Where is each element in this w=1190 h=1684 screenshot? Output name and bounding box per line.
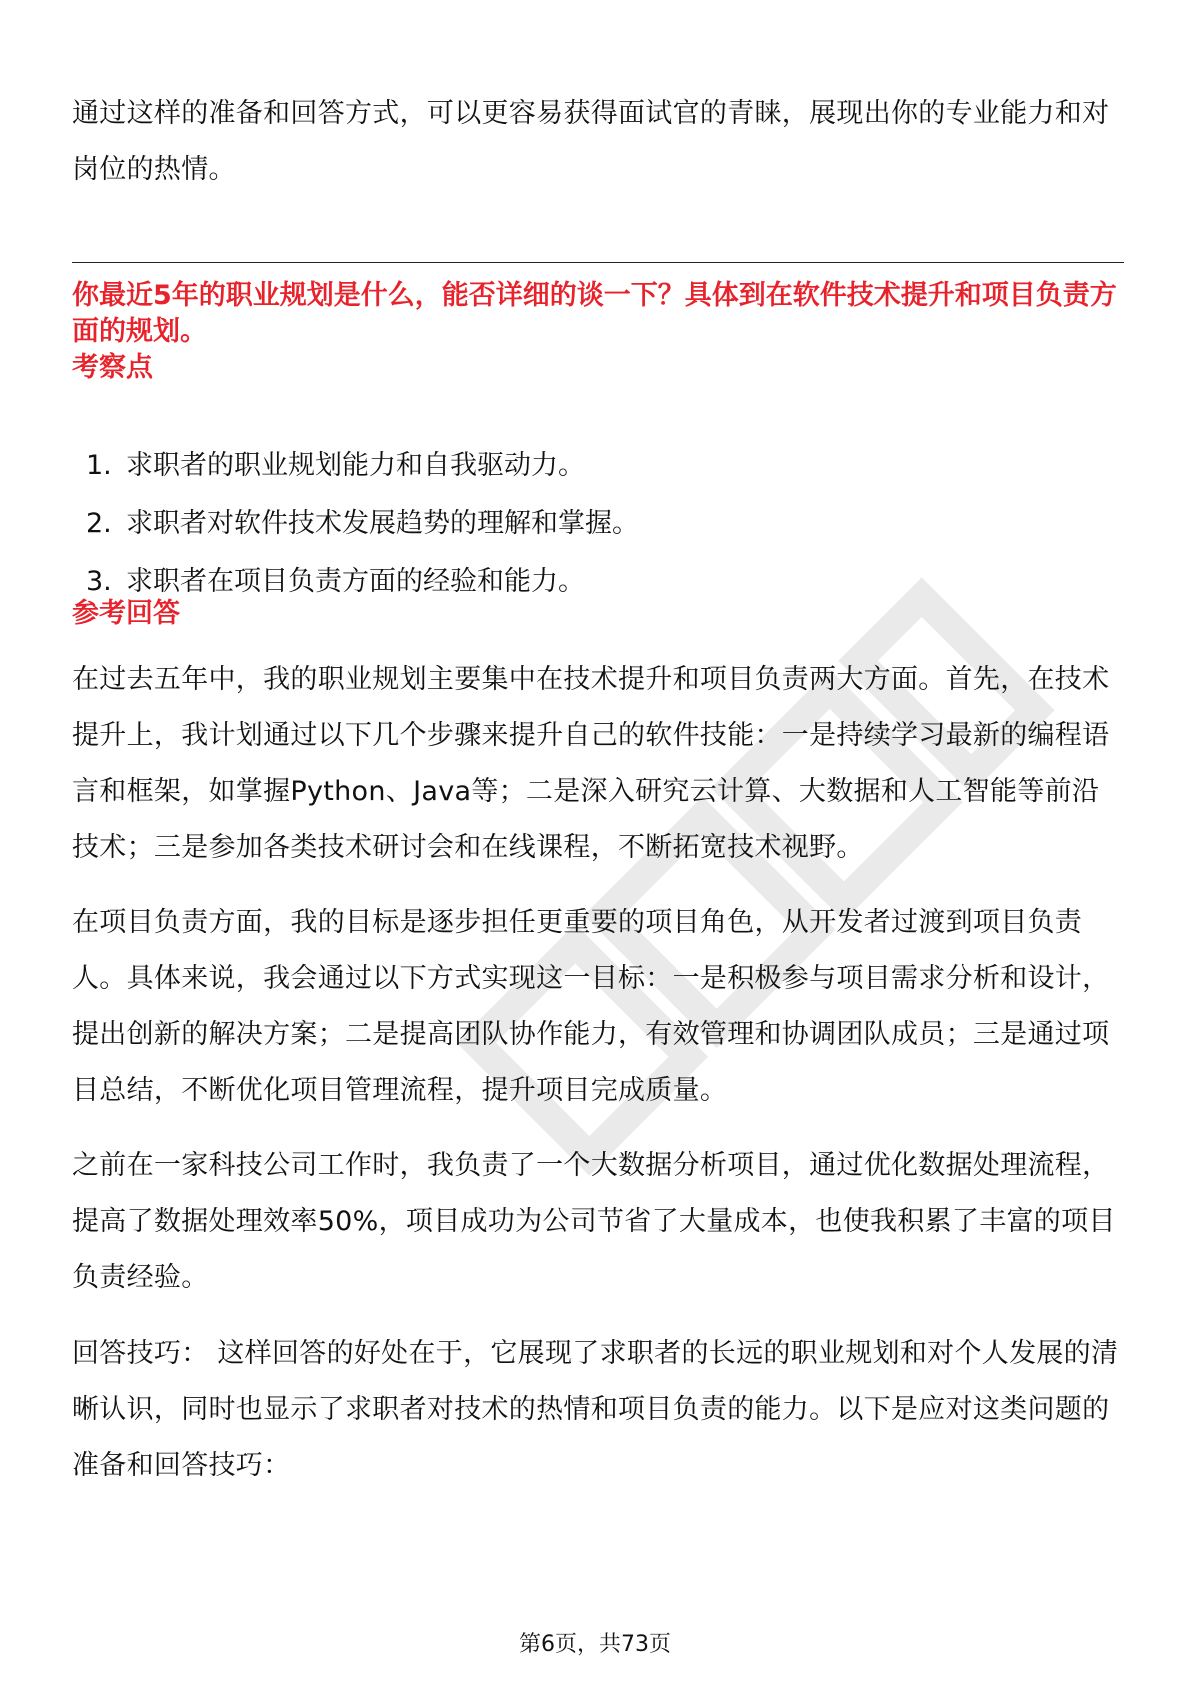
answer-heading: 参考回答 (72, 598, 180, 629)
question-title: 你最近5年的职业规划是什么，能否详细的谈一下？具体到在软件技术提升和项目负责方面的规划。 (72, 280, 1117, 347)
list-item-number: 1. (86, 450, 112, 481)
answer-paragraph: 在项目负责方面，我的目标是逐步担任更重要的项目角色，从开发者过渡到项目负责人。具体来说，我会通过以下方式实现这一目标：一是积极参与项目需求分析和设计，提出创新的解决方案；二是提高团队协作能力，有效管理和协调团队成员；三是通过项目总结，不断优化项目管理流程，提升项目完成质量。 (72, 907, 1110, 1106)
focus-heading: 考察点 (72, 352, 153, 383)
intro-closing-paragraph: 通过这样的准备和回答方式，可以更容易获得面试官的青睐，展现出你的专业能力和对岗位的热情。 (72, 98, 1110, 185)
list-item (72, 506, 1124, 564)
list-item-number: 2. (86, 508, 112, 539)
section-divider (72, 262, 1124, 263)
list-item-number: 3. (86, 566, 112, 597)
list-item-text: 求职者的职业规划能力和自我驱动力。 (126, 450, 585, 481)
answer-paragraph: 在过去五年中，我的职业规划主要集中在技术提升和项目负责两大方面。首先，在技术提升上，我计划通过以下几个步骤来提升自己的软件技能：一是持续学习最新的编程语言和框架，如掌握Python、Java等；二是深入研究云计算、大数据和人工智能等前沿技术；三是参加各类技术研讨会和在线课程，不断拓宽技术视野。 (72, 664, 1110, 863)
answer-paragraph: 之前在一家科技公司工作时，我负责了一个大数据分析项目，通过优化数据处理流程，提高了数据处理效率50%，项目成功为公司节省了大量成本，也使我积累了丰富的项目负责经验。 (72, 1150, 1116, 1293)
list-item-text: 求职者在项目负责方面的经验和能力。 (126, 566, 585, 597)
document-page (72, 0, 1124, 1684)
list-item-text: 求职者对软件技术发展趋势的理解和掌握。 (126, 508, 639, 539)
page-number: 第6页，共73页 (519, 1632, 671, 1657)
focus-list (72, 448, 1124, 622)
list-item (72, 448, 1124, 506)
list-item (72, 564, 1124, 622)
answer-tips-paragraph: 回答技巧： 这样回答的好处在于，它展现了求职者的长远的职业规划和对个人发展的清晰认识，同时也显示了求职者对技术的热情和项目负责的能力。以下是应对这类问题的准备和回答技巧： (72, 1338, 1119, 1481)
